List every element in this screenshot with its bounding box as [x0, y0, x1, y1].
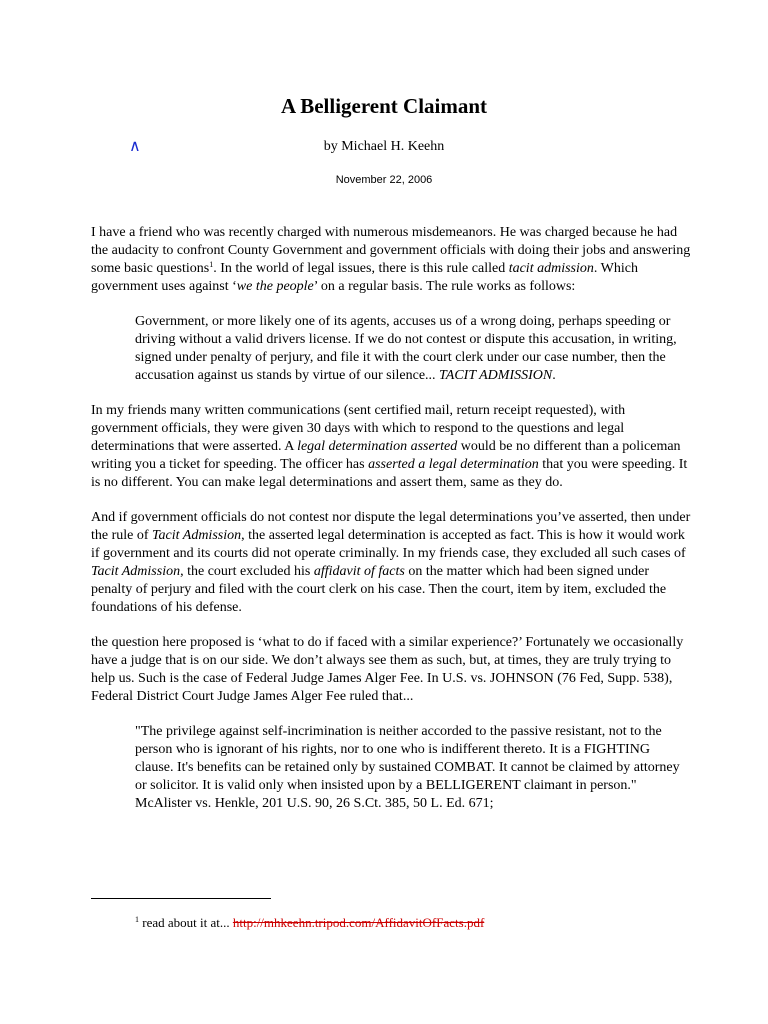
footnote-divider	[91, 898, 271, 899]
footnote-ref: 1	[209, 260, 214, 269]
paragraph-1: I have a friend who was recently charged with numerous misdemeanors. He was charged because he had the audacity to confront County Government and government officials with doing their jobs and answering some basic questions$^1$. In the world of legal issues, there is this rule called tacit admission. Which government uses against ‘we the people’ on a regular basis. The rule works as follows:	[91, 225, 691, 294]
author-byline: by Michael H. Keehn	[323, 139, 445, 154]
paragraph-2: In my friends many written communications (sent certified mail, return receipt requested), with government officials, they were given 30 days with which to respond to the questions and legal determinations that were asserted. A legal determination asserted would be no different than a policeman writing you a ticket for speeding. The officer has asserted a legal determination that you were speeding. It is no different. You can make legal determinations and assert them, same as they do.	[91, 403, 688, 490]
paragraph-3: And if government officials do not contest nor dispute the legal determinations you’ve asserted, then under the rule of Tacit Admission, the asserted legal determination is accepted as fact. This is how it would work if government and its courts did not operate criminally. In my friends case, they excluded all such cases of Tacit Admission, the court excluded his affidavit of facts on the matter which had been signed under penalty of perjury and filed with the court clerk on his case. Then the court, item by item, excluded the foundations of his defense.	[91, 510, 691, 615]
publish-date: November 22, 2006	[335, 174, 433, 186]
article-body	[91, 224, 691, 830]
block-quote-2: "The privilege against self-incrimination is neither accorded to the passive resistant, not to the person who is ignorant of his rights, nor to one who is indifferent thereto. It is a FIGHTING clause. It's benefits can be retained only by sustained COMBAT. It cannot be claimed by attorney or solicitor. It is valid only when insisted upon by a BELLIGERENT claimant in person." McAlister vs. Henkle, 201 U.S. 90, 26 S.Ct. 385, 50 L. Ed. 671;	[135, 724, 680, 811]
article-title: A Belligerent Claimant	[280, 94, 488, 118]
block-quote-1: Government, or more likely one of its agents, accuses us of a wrong doing, perhaps speeding or driving without a valid drivers license. If we do not contest or dispute this accusation, in writing, signed under penalty of perjury, and file it with the court clerk under our case number, then the accusation against us stands by virtue of our silence... TACIT ADMISSION.	[135, 314, 677, 383]
footnote-link[interactable]: http://mhkeehn.tripod.com/AffidavitOfFacts.pdf	[232, 915, 485, 930]
footnote-text: read about it at...	[139, 915, 233, 930]
caret-up-icon[interactable]: ∧	[129, 136, 141, 155]
footnote	[135, 914, 484, 932]
paragraph-4: the question here proposed is ‘what to do if faced with a similar experience?’ Fortunately we occasionally have a judge that is on our side. We don’t always see them as such, but, at times, they are truly trying to help us. Such is the case of Federal Judge James Alger Fee. In U.S. vs. JOHNSON (76 Fed, Supp. 538), Federal District Court Judge James Alger Fee ruled that...	[91, 635, 684, 704]
footnote-number: 1	[135, 915, 139, 924]
